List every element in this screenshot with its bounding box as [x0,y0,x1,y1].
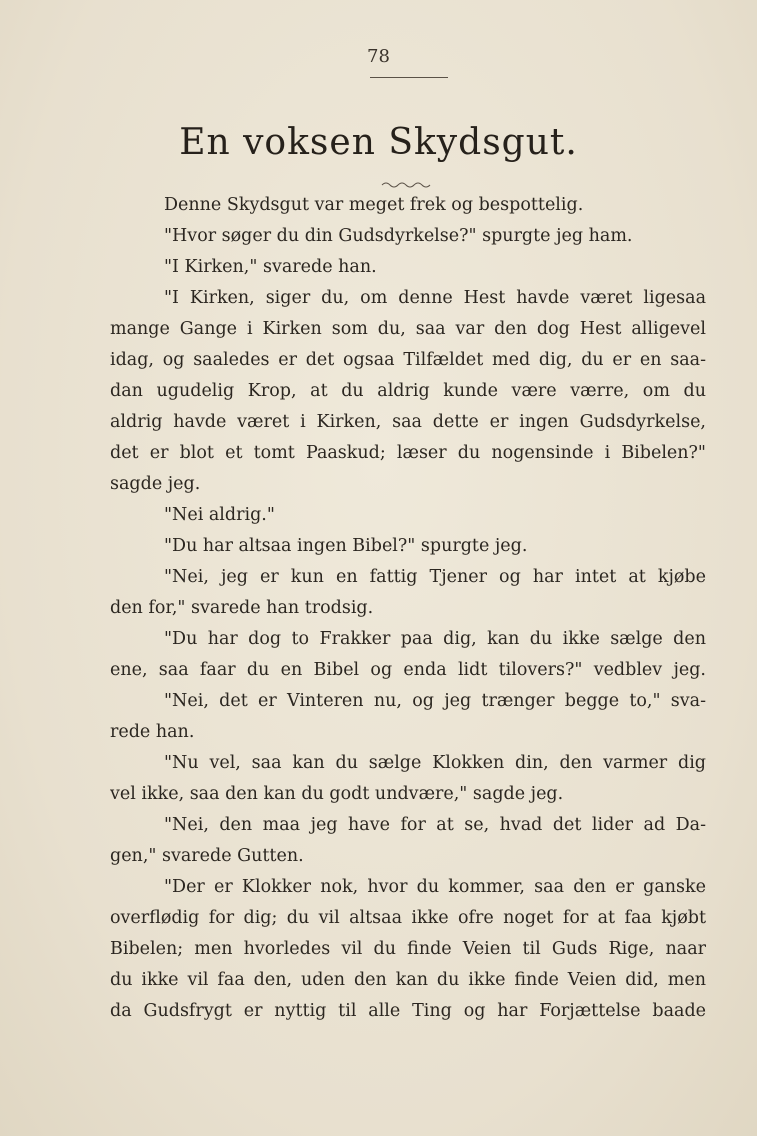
text-line: rede han. [110,722,195,742]
title-ornament [381,180,431,190]
text-line: gen," svarede Gutten. [110,846,304,866]
text-line: sagde jeg. [110,474,201,494]
text-line: Bibelen; men hvorledes vil du finde Veien til Guds Rige, naar [110,939,706,959]
text-line: "I Kirken, siger du, om denne Hest havde været ligesaa [164,288,706,308]
text-line: det er blot et tomt Paaskud; læser du nogensinde i Bibelen?" [110,443,706,463]
text-line: den for," svarede han trodsig. [110,598,374,618]
text-line: "Nei, den maa jeg have for at se, hvad det lider ad Da- [164,815,706,835]
chapter-title: En voksen Skydsgut. [179,122,578,163]
text-line: "Der er Klokker nok, hvor du kommer, saa den er ganske [164,877,706,897]
text-line: "Hvor søger du din Gudsdyrkelse?" spurgte jeg ham. [164,226,633,246]
text-line: "Nei, jeg er kun en fattig Tjener og har intet at kjøbe [164,567,706,587]
text-line: du ikke vil faa den, uden den kan du ikke finde Veien did, men [110,970,706,990]
text-line: "Du har altsaa ingen Bibel?" spurgte jeg. [164,536,528,556]
page-number-rule [370,77,448,78]
text-line: dan ugudelig Krop, at du aldrig kunde være værre, om du [110,381,706,401]
text-line: "Du har dog to Frakker paa dig, kan du ikke sælge den [164,629,706,649]
text-line: "I Kirken," svarede han. [164,257,377,277]
text-line: "Nei aldrig." [164,505,275,525]
text-line: mange Gange i Kirken som du, saa var den dog Hest alligevel [110,319,706,339]
text-line: vel ikke, saa den kan du godt undvære," sagde jeg. [110,784,564,804]
text-line: "Nei, det er Vinteren nu, og jeg trænger begge to," sva- [164,691,706,711]
text-line: Denne Skydsgut var meget frek og bespottelig. [164,195,584,215]
text-line: ene, saa faar du en Bibel og enda lidt tilovers?" vedblev jeg. [110,660,706,680]
text-line: "Nu vel, saa kan du sælge Klokken din, den varmer dig [164,753,706,773]
text-line: idag, og saaledes er det ogsaa Tilfældet med dig, du er en saa- [110,350,706,370]
body-text [110,190,706,1027]
text-line: da Gudsfrygt er nyttig til alle Ting og har Forjættelse baade [110,1001,706,1021]
text-line: overflødig for dig; du vil altsaa ikke ofre noget for at faa kjøbt [110,908,706,928]
page-number: 78 [367,46,390,67]
text-line: aldrig havde været i Kirken, saa dette er ingen Gudsdyrkelse, [110,412,706,432]
